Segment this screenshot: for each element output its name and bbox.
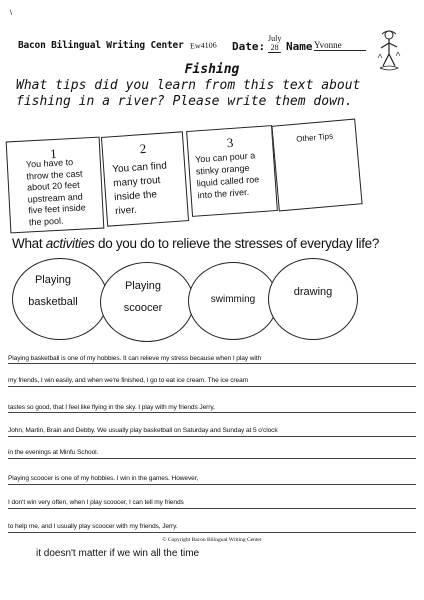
tip-box-number: 2 [139,140,147,157]
copyright-footer: © Copyright Bacon Bilingual Writing Center [162,537,262,543]
activity-text: Playing scoocer [123,280,163,314]
tip-text: You have to throw the cast about 20 feet upstream and five feet inside the pool. [25,157,87,227]
activity-circle-1 [12,258,108,340]
tip-box-number: 1 [49,145,57,162]
writing-line-2: my friends, I win easily, and when we're finished, I go to eat ice cream. The ice cream [8,377,249,384]
tip-text: You can find many trout inside the river. [111,160,168,218]
writing-rule [8,412,416,413]
date-label: Date: [232,40,266,53]
name-label: Name [286,40,313,53]
tip-box-2 [101,131,189,227]
activity-circle-2 [100,262,194,342]
writing-line-7: I don't win very often, when I play scoocer, I can tell my friends [8,499,184,506]
date-month: July [268,34,282,43]
corner-mark: \ [10,10,12,17]
activity-circle-4 [268,258,358,340]
date-value [268,34,281,53]
tip-box-1 [6,137,105,234]
center-title: Bacon Bilingual Writing Center [18,40,184,51]
question-activities: What activities do you do to relieve the stresses of everyday life? [12,236,380,251]
writing-rule [8,458,416,459]
writing-rule [8,508,416,509]
tip-box-number: 3 [226,134,234,151]
page-title: Fishing [184,62,240,77]
activity-text: swimming [210,294,256,305]
writing-rule [8,484,416,485]
date-day: 28 [268,43,281,53]
activity-circle-3 [188,262,278,340]
writing-line-6: Playing scoocer is one of my hobbies. I win in the games. However, [8,475,199,482]
handwritten-code: Ew4106 [189,40,217,51]
writing-line-5: in the evenings at Minfu School. [8,449,99,456]
activity-text: Playing basketball [28,274,78,308]
writing-line-8: to help me, and I usually play scoocer with my friends, Jerry. [8,523,178,530]
tip-box-3 [186,125,278,217]
writing-line-3: tastes so good, that I feel like flying in the sky. I play with my friends Jerry, [8,404,215,411]
writing-rule [8,436,416,437]
question-fishing-tips: What tips did you learn from this text about fishing in a river? Please write them down. [16,78,361,109]
question-emphasis: activities [45,236,95,251]
name-value: Yvonne [314,40,366,51]
writing-rule [8,363,416,364]
writing-line-4: John, Martin, Brain and Debby. We usually play basketball on Saturday and Sunday at 5 o'clock [8,427,278,434]
closing-sentence: it doesn't matter if we win all the time [36,548,200,559]
activity-text: drawing [293,286,333,298]
writing-line-1: Playing basketball is one of my hobbies. It can relieve my stress because when I play with [8,355,262,362]
other-tips-label: Other Tips [295,131,334,144]
writing-rule [8,532,416,533]
tip-box-other [271,119,362,212]
writing-rule [8,386,416,387]
tip-text: You can pour a stinky orange liquid called roe into the river. [194,150,260,201]
